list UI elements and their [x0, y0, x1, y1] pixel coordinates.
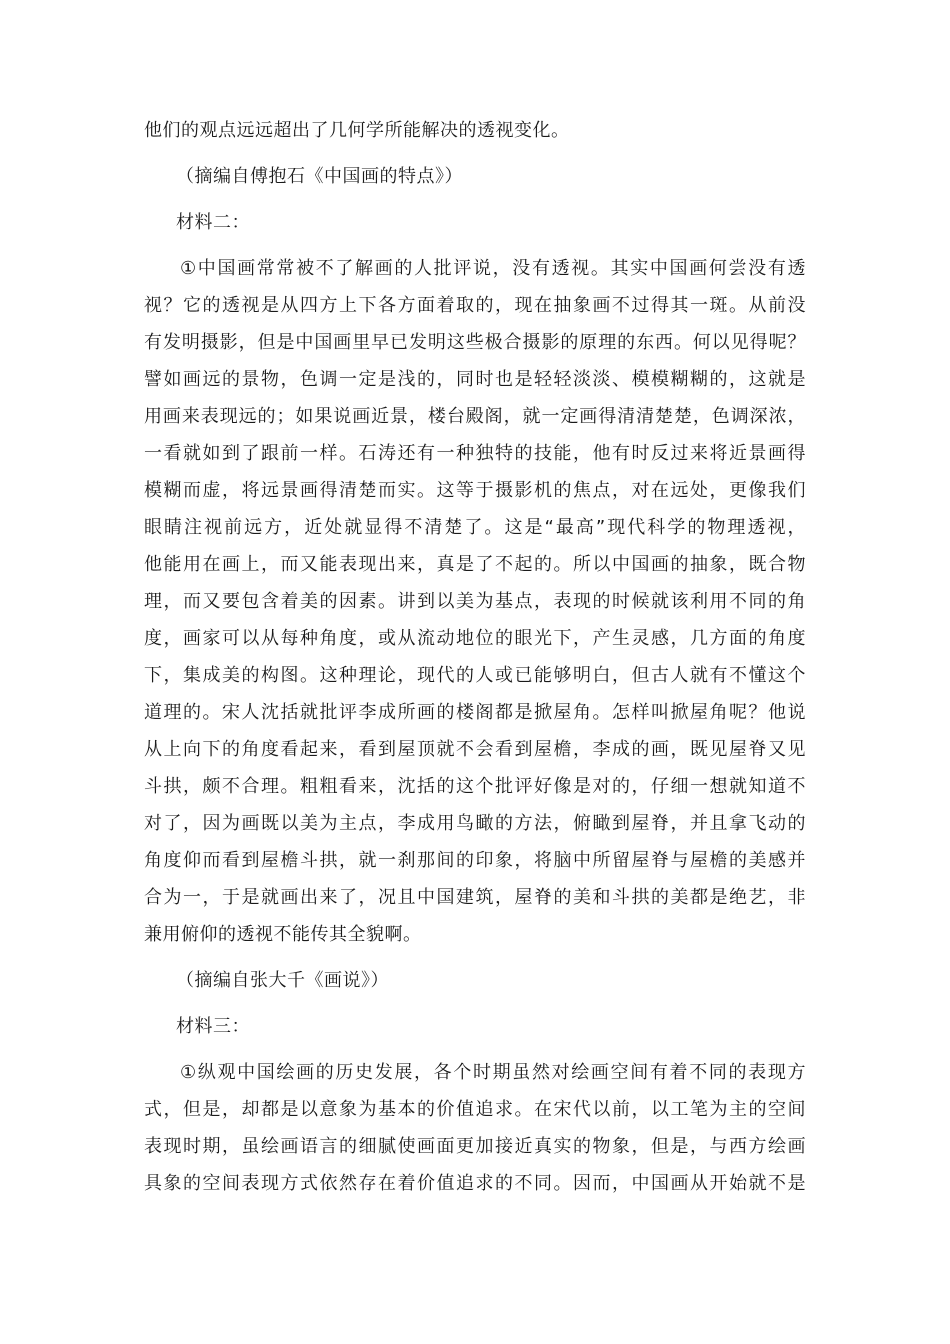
text-line: ①中国画常常被不了解画的人批评说，没有透视。其实中国画何尝没有透 [180, 258, 806, 279]
source-citation-2: （摘编自张大千《画说》） [176, 970, 389, 991]
text-line: 他们的观点远远超出了几何学所能解决的透视变化。 [144, 120, 570, 141]
text-line: 模糊而虚，将远景画得清楚而实。这等于摄影机的焦点，对在远处，更像我们 [144, 480, 806, 501]
source-citation-1: （摘编自傅抱石《中国画的特点》） [176, 166, 463, 187]
paragraph-material-3 [144, 1054, 806, 1202]
material-label-3: 材料三： [176, 1016, 250, 1037]
paragraph-top [144, 112, 806, 149]
text-line: 斗拱，颇不合理。粗粗看来，沈括的这个批评好像是对的，仔细一想就知道不 [144, 776, 806, 797]
paragraph-material-2 [144, 250, 806, 953]
text-line: ①纵观中国绘画的历史发展，各个时期虽然对绘画空间有着不同的表现方 [180, 1062, 806, 1083]
text-line: 道理的。宋人沈括就批评李成所画的楼阁都是掀屋角。怎样叫掀屋角呢？他说 [144, 702, 806, 723]
text-line: 用画来表现远的；如果说画近景，楼台殿阁，就一定画得清清楚楚，色调深浓， [144, 406, 806, 427]
document-page [144, 112, 806, 1202]
text-line: 视？它的透视是从四方上下各方面着取的，现在抽象画不过得其一斑。从前没 [144, 295, 806, 316]
text-line: 譬如画远的景物，色调一定是浅的，同时也是轻轻淡淡、模模糊糊的，这就是 [144, 369, 806, 390]
text-line: 理，而又要包含着美的因素。讲到以美为基点，表现的时候就该利用不同的角 [144, 591, 806, 612]
text-line: 对了，因为画既以美为主点，李成用鸟瞰的方法，俯瞰到屋脊，并且拿飞动的 [144, 813, 806, 834]
text-line: 眼睛注视前远方，近处就显得不清楚了。这是“最高”现代科学的物理透视， [144, 517, 806, 538]
text-line: 下，集成美的构图。这种理论，现代的人或已能够明白，但古人就有不懂这个 [144, 665, 806, 686]
text-line: 兼用俯仰的透视不能传其全貌啊。 [144, 924, 422, 945]
text-line: 角度仰而看到屋檐斗拱，就一刹那间的印象，将脑中所留屋脊与屋檐的美感并 [144, 850, 806, 871]
material-label-2: 材料二： [176, 212, 250, 233]
text-line: 度，画家可以从每种角度，或从流动地位的眼光下，产生灵感，几方面的角度 [144, 628, 806, 649]
text-line: 有发明摄影，但是中国画里早已发明这些极合摄影的原理的东西。何以见得呢？ [144, 332, 806, 353]
text-line: 式，但是，却都是以意象为基本的价值追求。在宋代以前，以工笔为主的空间 [144, 1099, 806, 1120]
text-line: 一看就如到了跟前一样。石涛还有一种独特的技能，他有时反过来将近景画得 [144, 443, 806, 464]
text-line: 合为一，于是就画出来了，况且中国建筑，屋脊的美和斗拱的美都是绝艺，非 [144, 887, 806, 908]
text-line: 从上向下的角度看起来，看到屋顶就不会看到屋檐，李成的画，既见屋脊又见 [144, 739, 806, 760]
text-line: 表现时期，虽绘画语言的细腻使画面更加接近真实的物象，但是，与西方绘画 [144, 1136, 806, 1157]
text-line: 具象的空间表现方式依然存在着价值追求的不同。因而，中国画从开始就不是 [144, 1173, 806, 1194]
text-line: 他能用在画上，而又能表现出来，真是了不起的。所以中国画的抽象，既合物 [144, 554, 806, 575]
